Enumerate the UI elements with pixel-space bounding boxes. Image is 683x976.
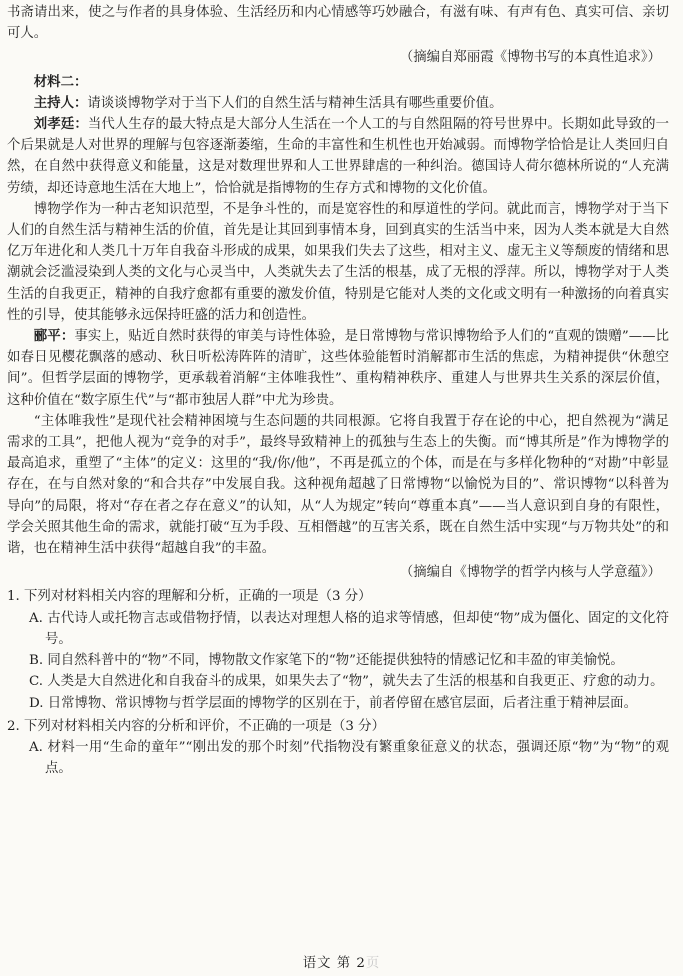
li-text: 事实上，贴近自然时获得的审美与诗性体验，是日常博物与常识博物给予人们的“直观的馈赠”——比如春日见樱花飘落的感动、秋日听松涛阵阵的清旷，这些体验能暂时消解都市生活的焦虑，为精神提供“休憩空间”。但哲学层面的博物学，更承载着消解“主体唯我性”、重构精神秩序、重建人与世界共生关系的深层价值，这种价值在“数字原生代”与“都市独居人群”中尤为珍贵。 [7,329,669,408]
li-paragraph-1 [7,326,669,411]
liu-text: 当代人生存的最大特点是大部分人生活在一个人工的与自然阻隔的符号世界中。长期如此导致的一个后果就是人对世界的理解与包容逐渐萎缩，生命的丰富性和生机性也开始减弱。而博物学恰恰是让人类回归自然，在自然中获得意义和能量，这是对数理世界和人工世界肆虐的一种纠治。德国诗人荷尔德林所说的“人充满劳绩，却还诗意地生活在大地上”，恰恰就是指博物的生存方式和博物的文化价值。 [7,117,670,196]
source-citation-1: （摘编自郑丽霞《博物书写的本真性追求》） [399,50,661,66]
question-1-option-b: B. 同自然科普中的“物”不同，博物散文作家笔下的“物”还能提供独特的情感记忆和丰盈的审美愉悦。 [29,653,624,669]
material-two-heading: 材料二： [33,73,88,90]
footer-page-label: 第 2 [336,955,366,971]
host-paragraph [7,93,669,114]
question-2-option-a: A. 材料一用“生命的童年”“刚出发的那个时刻”代指物没有繁重象征意义的状态，强调还原“物”为“物”的观点。 [29,739,669,777]
footer-subject: 语文 [302,955,332,971]
li-speaker: 郦平： [33,328,75,345]
host-text: 请谈谈博物学对于当下人们的自然生活与精神生活具有哪些重要价值。 [87,95,503,111]
question-1-option-a: A. 古代诗人或托物言志或借物抒情，以表达对理想人格的追求等情感，但却使“物”成为僵化、固定的文化符号。 [29,610,669,647]
liu-speaker: 刘孝廷： [33,116,88,133]
intro-paragraph: 书斋请出来，使之与作者的具身体验、生活经历和内心情感等巧妙融合，有滋有味、有声有色、真实可信、亲切可人。 [7,5,669,42]
question-2-stem: 2. 下列对材料相关内容的分析和评价，不正确的一项是（3 分） [7,718,385,734]
li-paragraph-2: “主体唯我性”是现代社会精神困境与生态问题的共同根源。它将自我置于存在论的中心，把自然视为“满足需求的工具”，把他人视为“竞争的对手”，最终导致精神上的孤独与生态上的失衡。而“博其所是”作为博物学的最高追求，重塑了“主体”的定义：这里的“我/你/他”，不再是孤立的个体，而是在与多样化物种的“对勘”中彰显存在，在与自然对象的“和合共存”中发展自我。这种视角超越了日常博物“以愉悦为目的”、常识博物“以科普为导向”的局限，将对“存在者之存在意义”的认知，从“人为规定”转向“尊重本真”——当人意识到自身的有限性，学会关照其他生命的需求，就能打破“互为手段、互相僭越”的互害关系，既在自然生活中实现“与万物共处”的和谐，也在精神生活中获得“超越自我”的丰盈。 [7,413,670,557]
liu-paragraph-1 [7,114,669,199]
page-footer [0,953,683,974]
liu-paragraph-2: 博物学作为一种古老知识范型，不是争斗性的，而是宽容性的和厚道性的学问。就此而言，博物学对于当下人们的自然生活与精神生活的价值，首先是让其回到事情本身，回到真实的生活当中来，因为人类本就是大自然亿万年进化和人类几十万年自我奋斗形成的成果，如果我们失去了这些，相对主义、虚无主义等颓废的情绪和思潮就会泛滥浸染到人类的文化与心灵当中，人类就失去了生活的根基，成了无根的浮萍。所以，博物学对于人类生活的自我更正，精神的自我疗愈都有重要的激发价值，特别是它能对人类的文化或文明有一种激扬的向着真实性的引导，使其能够永远保持旺盛的活力和创造性。 [7,201,669,323]
host-speaker: 主持人： [33,94,88,111]
source-citation-2: （摘编自《博物学的哲学内核与人学意蕴》） [399,565,661,581]
question-1-option-c: C. 人类是大自然进化和自我奋斗的成果，如果失去了“物”，就失去了生活的根基和自我更正、疗愈的动力。 [29,674,664,690]
question-1-stem: 1. 下列对材料相关内容的理解和分析，正确的一项是（3 分） [7,589,372,605]
footer-blurred-text: 页 [365,955,381,971]
question-1-option-d: D. 日常博物、常识博物与哲学层面的博物学的区别在于，前者停留在感官层面，后者注重于精神层面。 [29,695,637,711]
